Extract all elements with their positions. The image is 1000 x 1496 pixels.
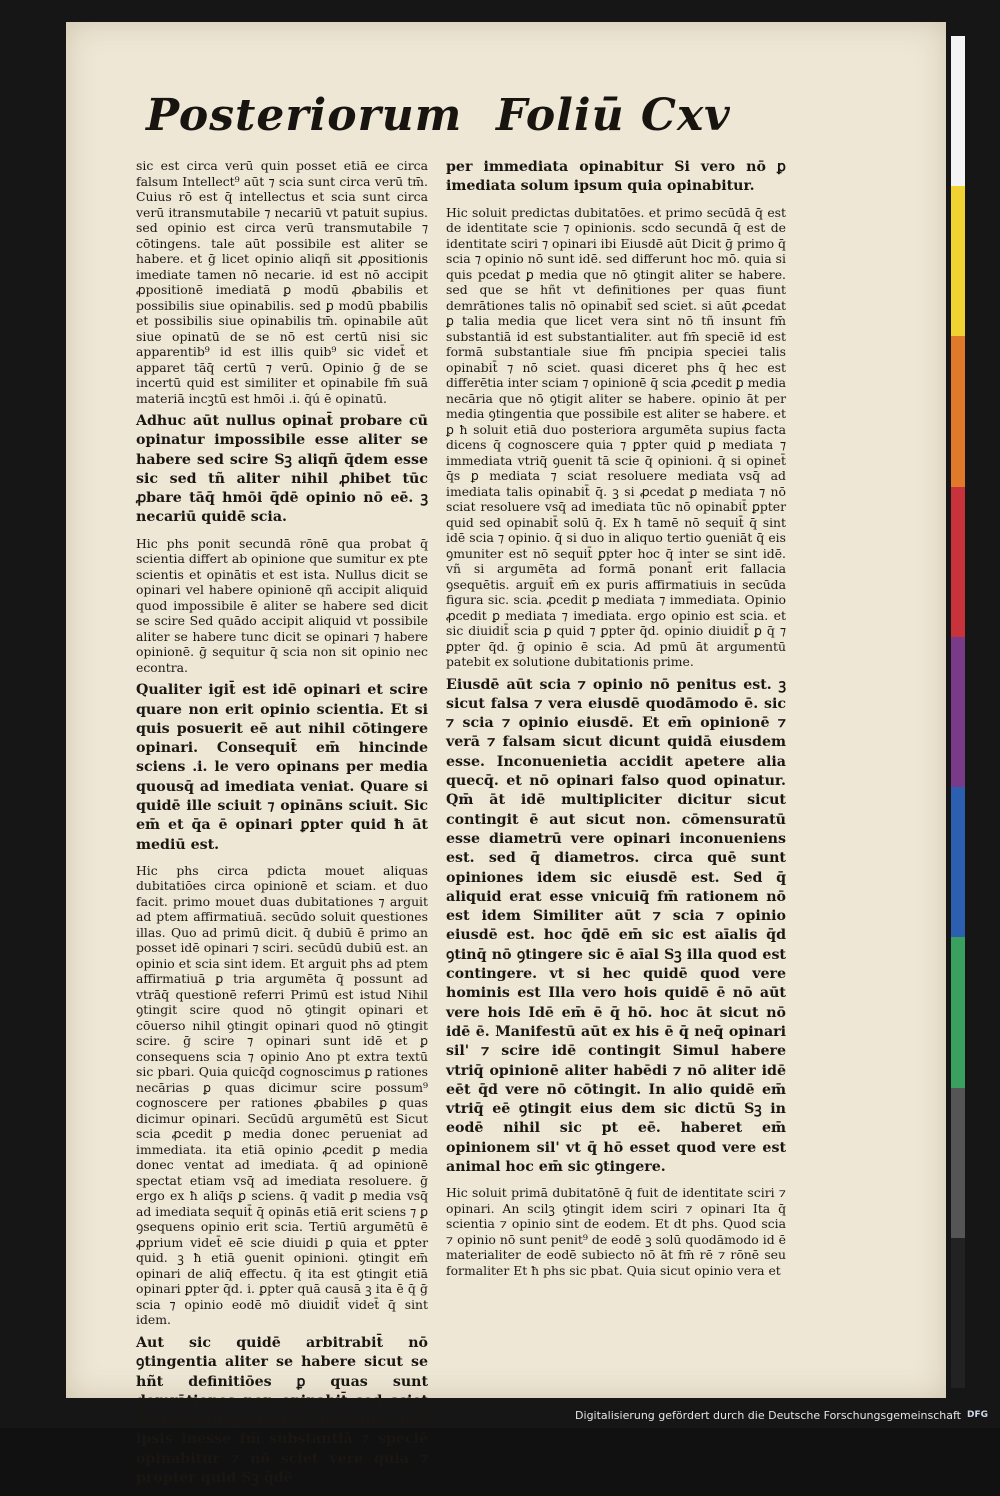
calibration-swatch bbox=[951, 336, 965, 486]
text-paragraph: Hic soluit primā dubitatōnē q̄ fuit de identitate sciri ⁊ opinari. An scilꝫ ꝯtingit idem sciri ⁊ opinari Ita q̄ scientia ⁊ opinio sint de eodem. Et dt phs. Quod scia ⁊ opinio nō sunt penit⁹ de eodē ꝫ solū quodāmodo id ē materialiter de eodē subiecto nō āt fm̄ rē ⁊ rōnē seu formaliter Et ħ phs sic pbat. Quia sicut opinio vera et bbox=[446, 1185, 786, 1278]
running-head-left: Posteriorum bbox=[146, 90, 463, 141]
footer-bar bbox=[0, 1405, 1000, 1425]
dfg-logo: DFG bbox=[966, 1410, 988, 1420]
left-column bbox=[136, 158, 428, 1496]
calibration-swatch bbox=[951, 487, 965, 637]
text-paragraph: Hic phs circa pdicta mouet aliquas dubitatiōes circa opinionē et sciam. et duo facit. primo mouet duas dubitationes ⁊ arguit ad ptem affirmatiuā. secūdo soluit questiones illas. Quo ad primū dicit. q̄ dubiū ē primo an posset idē opinari ⁊ sciri. secūdū dubiū est. an opinio et scia sint idem. Et arguit phs ad ptem affirmatiuā ꝑ tria argumēta q̄ possunt ad vtrāq̄ questionē referri Primū est istud Nihil ꝯtingit scire quod nō ꝯtingit opinari et cōuerso nihil ꝯtingit opinari quod nō ꝯtingit scire. ḡ scire ⁊ opinari sunt idē et ꝑ consequens scia ⁊ opinio Ano pt extra textū sic pbari. Quia quicq̄d cognoscimus ꝑ rationes necārias ꝑ quas dicimur scire possum⁹ cognoscere per rationes ꝓbabiles ꝑ quas dicimur opinari. Secūdū argumētū est Sicut scia ꝓcedit ꝑ media donec perueniat ad immediata. ita etiā opinio ꝓcedit ꝑ media donec ventat ad imediata. q̄ ad opinionē spectat etiam vsq̄ ad imediata resoluere. ḡ ergo ex ħ aliq̄s ꝑ sciens. q̄ vadit ꝑ media vsq̄ ad imediata sequit̄ q̄ opinās etiā erit sciens ⁊ ꝑ ꝯsequens opinio erit scia. Tertiū argumētū ē ꝓprium videt̄ eē scie diuidi ꝑ quia et ꝑpter quid. ꝫ ħ etiā ꝯuenit opinioni. ꝯtingit em̄ opinari de aliq̄ effectu. q̄ ita est ꝯtingit etiā opinari ꝑpter q̄d. i. ꝑpter quā causā ꝫ ita ē q̄ ḡ scia ⁊ opinio eodē mō diuidit̄ videt̄ q̄ sint idem. bbox=[136, 862, 428, 1328]
calibration-swatch bbox=[951, 937, 965, 1087]
text-paragraph: per immediata opinabitur Si vero nō ꝑ imediata solum ipsum quia opinabitur. bbox=[446, 159, 786, 195]
text-paragraph: Hic phs ponit secundā rōnē qua probat q̄ scientia differt ab opinione que sumitur ex pte scientis et opinātis et est ista. Nullus dicit se opinari vel habere opinionē qñ accipit aliquid quod impossibile ē aliter se habere sed dicit se scire Sed quādo accipit aliquid vt possibile aliter se habere tunc dicit se opinari ⁊ habere opinionē. ḡ sequitur q̄ scia non sit opinio nec econtra. bbox=[136, 535, 428, 675]
color-calibration-strip bbox=[951, 36, 965, 1388]
calibration-swatch bbox=[951, 1238, 965, 1388]
calibration-swatch bbox=[951, 36, 965, 186]
text-paragraph: Qualiter igit̄ est idē opinari et scire quare non erit opinio scientia. Et si quis posuerit eē aut nihil cōtingere opinari. Consequit̄ em̄ hincinde sciens .i. le vero opinans per media quousq̄ ad imediata veniat. Quare si quidē ille sciuit ⁊ opināns sciuit. Sic em̄ et q̄a ē opinari ꝑpter quid ħ āt mediū est. bbox=[136, 682, 428, 853]
text-paragraph: Hic soluit predictas dubitatōes. et primo secūdā q̄ est de identitate scie ⁊ opinionis. scdo secundā q̄ est de identitate sciri ⁊ opinari ibi Eiusdē aūt Dicit ḡ primo q̄ scia ⁊ opinio nō sunt idē. sed differunt hoc mō. quia si quis pcedat ꝑ media que nō ꝯtingit aliter se habere. sed que se hñt vt definitiones per quas fiunt demrātiones talis nō opinabit̄ sed sciet. si aūt ꝓcedat ꝑ talia media que licet vera sint nō tñ insunt fm̄ substantiā id est substantialiter. aut fm̄ speciē id est formā substantiale siue fm̄ pncipia speciei talis opinabit̄ ⁊ nō sciet. quasi diceret phs q̄ hec est differētia inter sciam ⁊ opinionē q̄ scia ꝓcedit ꝑ media necāria que nō ꝯtigit aliter se habere. opinio āt per media ꝯtingentia que possibile est aliter se habere. et ꝑ ħ soluit etiā duo posteriora argumēta supius facta dicens q̄ cognoscere quia ⁊ ꝑpter quid ꝑ mediata ⁊ immediata vtriq̄ ꝯuenit tā scie q̄ opinioni. q̄ si opinet̄ q̄s ꝑ mediata ⁊ sciat resoluere mediata vsq̄ ad imediata talis opinabit̄ q̄. ꝫ si ꝓcedat ꝑ mediata ⁊ nō sciat resoluere vsq̄ ad imediata tūc nō opinabit̄ ꝑpter quid sed opinabit̄ solū q̄. Ex ħ tamē nō sequit̄ q̄ sint idē scia ⁊ opinio. q̄ si duo in aliquo tertio ꝯueniāt q̄ eis ꝯmuniter est nō sequit̄ ꝑpter hoc q̄ inter se sint idē. vñ si argumēta ad formā ponant̄ erit fallacia ꝯsequētis. arguit̄ em̄ ex puris affirmatiuis in secūda figura sic. scia. ꝓcedit ꝑ mediata ⁊ immediata. Opinio ꝓcedit ꝑ mediata ⁊ imediata. ergo opinio est scia. et sic diuidit̄ scia ꝑ quid ⁊ ꝑpter q̄d. opinio diuidit̄ ꝑ q̄ ⁊ ꝑpter q̄d. ḡ opinio ē scia. Ad pmū āt argumentū patebit ex solutione dubitationis prime. bbox=[446, 204, 786, 670]
footer-credit: Digitalisierung gefördert durch die Deutsche Forschungsgemeinschaft bbox=[575, 1408, 961, 1422]
text-paragraph: Aut sic quidē arbitrabit̄ nō ꝯtingentia aliter se habere sicut se hñt definitiōes ꝑ quas sunt demrātiones non opinabit̄ sed sciet Si aūt vera quidem eē. nō tamen hec ipsis inesse fm̄ substantiā ⁊ speciē opinabitur ⁊ nō sciet vere quia ⁊ propter quid Sꝫ q̄dē bbox=[136, 1334, 428, 1487]
calibration-swatch bbox=[951, 787, 965, 937]
calibration-swatch bbox=[951, 186, 965, 336]
calibration-swatch bbox=[951, 1088, 965, 1238]
calibration-swatch bbox=[951, 637, 965, 787]
text-paragraph: Eiusdē aūt scia ⁊ opinio nō penitus est. ꝫ sicut falsa ⁊ vera eiusdē quodāmodo ē. sic ⁊ scia ⁊ opinio eiusdē. Et em̄ opinionē ⁊ verā ⁊ falsam sicut dicunt quidā eiusdem esse. Inconuenietia accidit apetere alia quecq̄. et nō opinari falso quod opinatur. Qm̄ āt idē multipliciter dicitur sicut contingit ē aut sicut non. cōmensuratū esse diametrū vere opinari inconueniens est. sed q̄ diametros. circa quē sunt opiniones idem sic eiusdē est. Sed q̄ aliquid erat esse vnicuiq̄ fm̄ rationem nō est idem Similiter aūt ⁊ scia ⁊ opinio eiusdē est. hoc q̄dē em̄ sic est aīalis q̄d ꝯtinq̄ nō ꝯtingere sic ē aīal Sꝫ illa quod est contingere. vt si hec quidē quod vere hominis est Illa vero hois quidē ē nō aūt vere hois Idē em̄ ē q̄ hō. hoc āt sicut nō idē ē. Manifestū aūt ex his ē q̄ neq̄ opinari sil' ⁊ scire idē contingit Simul habere vtriq̄ opinionē aliter habēdi ⁊ nō aliter idē eēt q̄d vere nō cōtingit. In alio quidē em̄ vtriq̄ eē ꝯtingit eius dem sic dictū Sꝫ in eodē nihil sic pt eē. haberet em̄ opinionem sil' vt q̄ hō esset quod vere est animal hoc em̄ sic ꝯtingere. bbox=[446, 676, 786, 1176]
text-paragraph: Adhuc aūt nullus opinat̄ probare cū opinatur impossibile esse aliter se habere sed scire Sꝫ aliqñ q̄dem esse sic sed tñ aliter nihil ꝓhibet tūc ꝓbare tāq̄ hmōi q̄dē opinio nō eē. ꝫ necariū quidē scia. bbox=[136, 413, 428, 526]
running-head-right: Foliū Cxv bbox=[496, 90, 731, 141]
text-paragraph: sic est circa verū quin posset etiā ee circa falsum Intellect⁹ aūt ⁊ scia sunt circa verū tm̄. Cuius rō est q̄ intellectus et scia sunt circa verū itransmutabile ⁊ necariū vt patuit supius. sed opinio est circa verū transmutabile ⁊ cōtingens. tale aūt possibile est aliter se habere. et ḡ licet opinio aliqñ sit ꝓpositionis imediate tamen nō necarie. id est nō accipit ꝓpositionē imediatā ꝑ modū ꝓbabilis et possibilis siue opinabilis. sed ꝑ modū pbabilis et possibilis siue opinabilis tm̄. opinabile aūt siue opinatū de se nō est certū nisi sic apparentib⁹ id est illis quib⁹ sic videt̄ et apparet tāq̄ certū ⁊ verū. Opinio ḡ de se incertū quid est similiter et opinabile fm̄ suā materiā incꝫtū est hmōi .i. q̄ú ē opinatū. bbox=[136, 158, 428, 406]
right-column bbox=[446, 158, 786, 1284]
